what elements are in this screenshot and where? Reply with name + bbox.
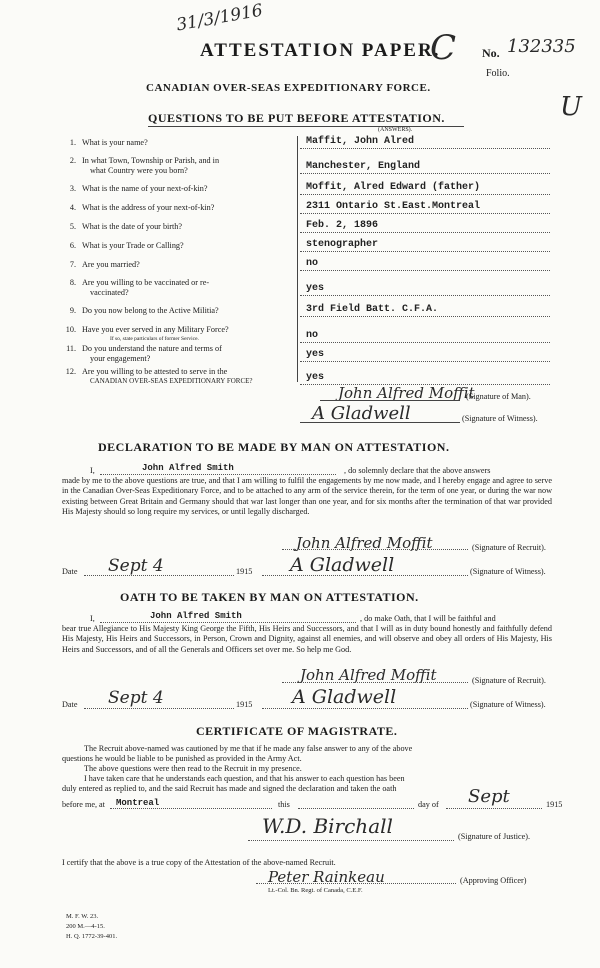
declaration-recruit-signature: John Alfred Moffit [296, 534, 433, 552]
declaration-name-line [100, 474, 336, 475]
folio-handwritten-mark: U [560, 92, 582, 122]
question-number: 5. [69, 222, 76, 231]
magistrate-line-3: The above questions were then read to the Recruit in my presence. [84, 764, 302, 773]
folio-label: Folio. [486, 68, 510, 79]
answer-line [300, 295, 550, 296]
oath-date-value: Sept 4 [108, 688, 164, 708]
oath-recruit-name: John Alfred Smith [150, 611, 242, 621]
questions-heading: QUESTIONS TO BE PUT BEFORE ATTESTATION. [148, 111, 445, 125]
magistrate-day-of-label: day of [418, 800, 439, 809]
magistrate-place-line [110, 808, 272, 809]
question-text: What is your Trade or Calling? [82, 241, 184, 250]
answer-line [300, 361, 550, 362]
regimental-number: 132335 [507, 36, 576, 57]
question-text-continued: CANADIAN OVER-SEAS EXPEDITIONARY FORCE? [90, 377, 253, 385]
oath-year: 1915 [236, 700, 253, 709]
answer-value: no [306, 330, 319, 341]
questions-witness-signature-line [300, 422, 460, 423]
declaration-date-line [84, 575, 234, 576]
answer-line [300, 148, 550, 149]
question-text-continued: vaccinated? [90, 288, 129, 297]
oath-heading: OATH TO BE TAKEN BY MAN ON ATTESTATION. [120, 590, 419, 604]
question-text: Have you ever served in any Military Force? [82, 325, 229, 334]
oath-text-after-name: , do make Oath, that I will be faithful and [360, 614, 496, 623]
questions-witness-signature-label: (Signature of Witness). [462, 414, 538, 423]
questions-man-signature-line [320, 400, 460, 401]
oath-recruit-signature-line [282, 682, 468, 683]
declaration-text-after-name: , do solemnly declare that the above answers [344, 466, 491, 475]
question-text: Do you understand the nature and terms of [82, 344, 222, 353]
oath-recruit-signature-label: (Signature of Recruit). [472, 676, 546, 685]
declaration-date-label: Date [62, 567, 78, 576]
question-text: What is your name? [82, 138, 148, 147]
magistrate-month-line [446, 808, 542, 809]
answer-value: stenographer [306, 239, 379, 250]
approving-officer-line [256, 883, 456, 884]
magistrate-month: Sept [468, 786, 510, 807]
oath-witness-signature-label: (Signature of Witness). [470, 700, 546, 709]
answer-value: yes [306, 349, 325, 360]
declaration-recruit-signature-line [282, 549, 468, 550]
declaration-recruit-name: John Alfred Smith [142, 463, 234, 473]
answer-value: Feb. 2, 1896 [306, 220, 379, 231]
form-code-2: 200 M.—4-15. [66, 923, 105, 930]
declaration-heading: DECLARATION TO BE MADE BY MAN ON ATTESTATION. [98, 440, 450, 454]
magistrate-heading: CERTIFICATE OF MAGISTRATE. [196, 724, 398, 738]
magistrate-sworn-before: before me, at [62, 800, 105, 809]
question-text: What is the name of your next-of-kin? [82, 184, 208, 193]
magistrate-place: Montreal [116, 798, 160, 808]
magistrate-line-2: questions he would be liable to be punished as provided in the Army Act. [62, 754, 302, 763]
declaration-date-value: Sept 4 [108, 556, 164, 576]
form-subtitle: CANADIAN OVER-SEAS EXPEDITIONARY FORCE. [146, 82, 431, 94]
approving-officer-signature: Peter Rainkeau [268, 868, 385, 886]
oath-name-line [100, 622, 356, 623]
questions-heading-underline [148, 126, 464, 127]
answer-line [300, 232, 550, 233]
questions-divider [297, 136, 298, 382]
question-number: 8. [69, 278, 76, 287]
answer-value: 3rd Field Batt. C.F.A. [306, 304, 439, 315]
magistrate-line-4: I have taken care that he understands each question, and that his answer to each question has been [84, 774, 405, 783]
answer-value: no [306, 258, 319, 269]
question-number: 4. [69, 203, 76, 212]
declaration-i: I, [90, 466, 95, 475]
answer-line [300, 270, 550, 271]
approving-officer-subtitle: Lt.-Col. Bn. Regt. of Canada, C.E.F. [268, 887, 363, 894]
declaration-witness-signature: A Gladwell [290, 554, 395, 576]
number-label: No. [482, 46, 500, 60]
page-title: ATTESTATION PAPER. [200, 40, 441, 61]
question-text: Are you willing to be attested to serve in the [82, 367, 228, 376]
declaration-body: made by me to the above questions are true, and that I am willing to fulfil the engagements by me now made, and I hereby engage and agree to serve in the Canadian Over-Seas Expeditionary Force, and to be attached to any arm of the service therein, for the term of one year, or during the war now existing between Great Britain and Germany should that war last longer than one year, and for six months after the termination of that war provided His Majesty should so long require my services, or until legally discharged. [62, 476, 552, 517]
question-text: What is the date of your birth? [82, 222, 183, 231]
oath-witness-signature-line [262, 708, 468, 709]
magistrate-this-label: this [278, 800, 290, 809]
declaration-recruit-signature-label: (Signature of Recruit). [472, 543, 546, 552]
questions-witness-signature: A Gladwell [312, 403, 411, 424]
question-number: 2. [69, 156, 76, 165]
question-number: 1. [69, 138, 76, 147]
question-number: 12. [65, 367, 76, 376]
certify-text: I certify that the above is a true copy of the Attestation of the above-named Recruit. [62, 858, 336, 867]
question-text-continued: If so, state particulars of former Service. [110, 336, 199, 342]
questions-man-signature-label: (Signature of Man). [466, 392, 531, 401]
oath-date-line [84, 708, 234, 709]
question-text-continued: your engagement? [90, 354, 151, 363]
question-text: What is the address of your next-of-kin? [82, 203, 215, 212]
oath-recruit-signature: John Alfred Moffit [300, 666, 437, 684]
oath-witness-signature: A Gladwell [292, 686, 397, 708]
answer-value: Maffit, John Alred [306, 136, 415, 147]
title-handwritten-mark: C [430, 28, 457, 68]
answer-value: Moffit, Alred Edward (father) [306, 182, 481, 193]
question-number: 7. [69, 260, 76, 269]
magistrate-line-1: The Recruit above-named was cautioned by me that if he made any false answer to any of the above [84, 744, 413, 753]
question-number: 3. [69, 184, 76, 193]
answers-column-label: (ANSWERS). [378, 127, 413, 133]
magistrate-justice-signature: W.D. Birchall [262, 814, 393, 838]
questions-man-signature: John Alfred Moffit [338, 384, 475, 402]
answer-value: yes [306, 283, 325, 294]
answer-value: 2311 Ontario St.East.Montreal [306, 201, 481, 212]
question-text: Are you willing to be vaccinated or re- [82, 278, 210, 287]
corner-handwritten-date: 31/3/1916 [174, 0, 265, 36]
answer-line [300, 194, 550, 195]
answer-line [300, 251, 550, 252]
answer-line [300, 173, 550, 174]
magistrate-day-line [298, 808, 414, 809]
question-number: 10. [65, 325, 76, 334]
question-number: 6. [69, 241, 76, 250]
declaration-year: 1915 [236, 567, 253, 576]
form-code-1: M. F. W. 23. [66, 913, 99, 920]
declaration-witness-signature-line [262, 575, 468, 576]
oath-date-label: Date [62, 700, 78, 709]
question-text: Do you now belong to the Active Militia? [82, 306, 219, 315]
form-code-3: H. Q. 1772-39-401. [66, 933, 118, 940]
answer-value: Manchester, England [306, 161, 421, 172]
question-text: Are you married? [82, 260, 140, 269]
magistrate-year: 1915 [546, 800, 563, 809]
question-text: In what Town, Township or Parish, and in [82, 156, 220, 165]
magistrate-line-5: duly entered as replied to, and the said Recruit has made and signed the declaration and taken the oath [62, 784, 397, 793]
question-number: 11. [66, 344, 76, 353]
answer-line [300, 316, 550, 317]
approving-officer-label: (Approving Officer) [460, 876, 527, 885]
answer-line [300, 342, 550, 343]
question-text-continued: what Country were you born? [90, 166, 188, 175]
answer-line [300, 213, 550, 214]
oath-body: bear true Allegiance to His Majesty King George the Fifth, His Heirs and Successors, and that I will as in duty bound honestly and faithfully defend His Majesty, His Heirs and Successors, in Person, Crown and Dignity, against all enemies, and will observe and obey all orders of His Majesty, His Heirs and Successors, and of all the Generals and Officers set over me. So help me God. [62, 624, 552, 654]
question-number: 9. [69, 306, 76, 315]
oath-i: I, [90, 614, 95, 623]
magistrate-justice-signature-line [248, 840, 454, 841]
magistrate-justice-signature-label: (Signature of Justice). [458, 832, 531, 841]
answer-value: yes [306, 372, 325, 383]
declaration-witness-signature-label: (Signature of Witness). [470, 567, 546, 576]
